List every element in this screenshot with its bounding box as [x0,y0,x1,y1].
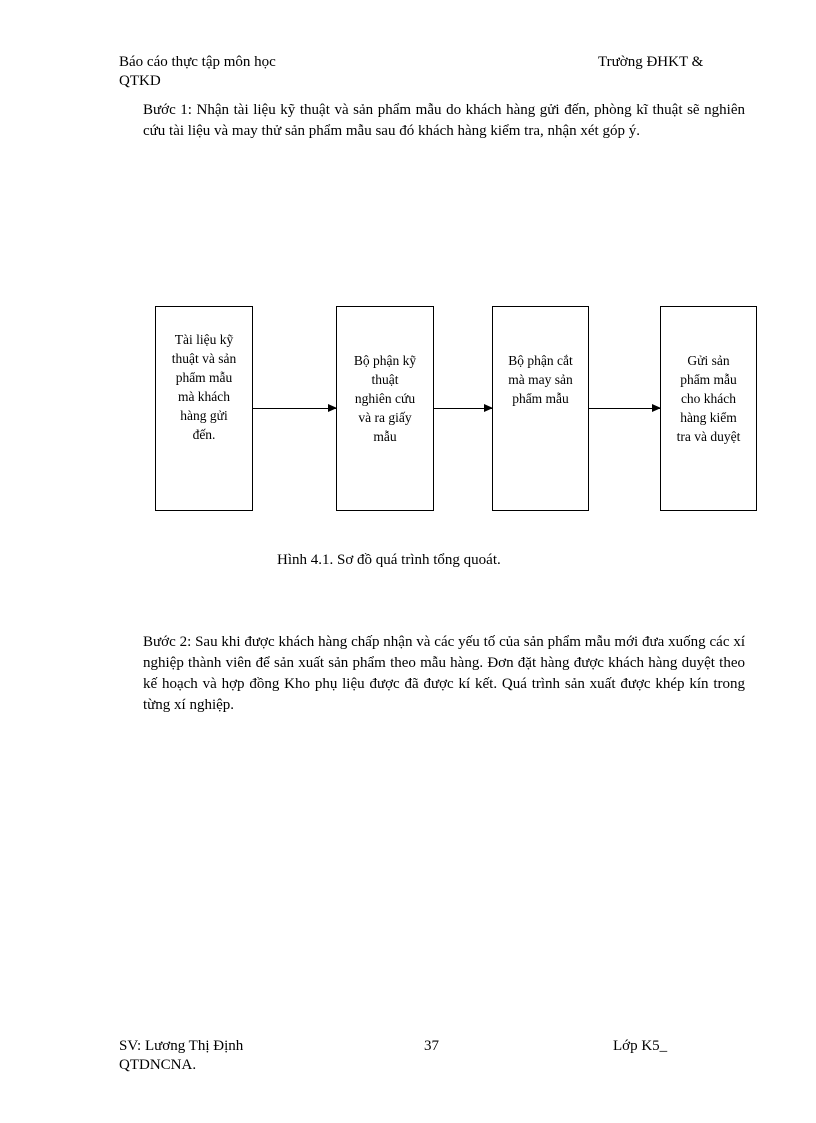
footer-left [119,1037,243,1075]
arrow-1-to-2 [253,408,336,409]
box-line: Tài liệu kỹ [174,332,234,347]
footer-right: Lớp K5_ [613,1038,668,1054]
box-line: và ra giấy [358,410,412,425]
box-line: đến. [192,427,216,442]
diagram-box-1 [155,306,253,511]
box-line: thuật và sản [171,351,237,366]
header-right: Trường ĐHKT & [598,54,704,70]
step2-paragraph: Bước 2: Sau khi được khách hàng chấp nhận và các yếu tố của sản phẩm mẫu mới đưa xuống các xí nghiệp thành viên để sản xuất sản phẩm theo mẫu hàng. Đơn đặt hàng được khách hàng duyệt theo kế hoạch và hợp đồng Kho phụ liệu được đã được kí kết. Quá trình sản xuất được khép kín trong từng xí nghiệp. [143,634,745,713]
box-line: phẩm mẫu [175,370,233,385]
diagram-box-4 [660,306,757,511]
box-line: tra và duyệt [676,429,741,444]
box-line: phẩm mẫu [512,391,569,406]
box-line: hàng gửi [180,408,228,423]
header-left [119,53,276,91]
header-left-line1: Báo cáo thực tập môn học [119,54,276,70]
box-line: thuật [371,372,399,387]
box-line: Bộ phận kỹ [353,353,417,368]
figure-caption: Hình 4.1. Sơ đồ quá trình tổng quoát. [277,552,501,568]
footer-left-line2: QTDNCNA. [119,1057,197,1073]
arrow-3-to-4 [589,408,660,409]
step1-paragraph: Bước 1: Nhận tài liệu kỹ thuật và sản phẩm mẫu do khách hàng gửi đến, phòng kĩ thuật sẽ nghiên cứu tài liệu và may thử sản phẩm mẫu sau đó khách hàng kiểm tra, nhận xét góp ý. [143,102,745,139]
box-line: Bộ phận cắt [508,353,573,368]
header-left-line2: QTKD [119,73,161,89]
box-line: hàng kiểm [680,410,737,425]
box-line: cho khách [680,391,737,406]
box-line: mà khách [177,389,231,404]
box-line: nghiên cứu [354,391,416,406]
box-line: Gửi sản [687,353,730,368]
box-line: mà may sản [508,372,573,387]
diagram-box-2 [336,306,434,511]
page-number: 37 [424,1038,439,1054]
footer-left-line1: SV: Lương Thị Định [119,1038,244,1054]
diagram-box-3 [492,306,589,511]
arrow-2-to-3 [434,408,492,409]
box-line: mẫu [373,429,397,444]
box-line: phẩm mẫu [680,372,737,387]
